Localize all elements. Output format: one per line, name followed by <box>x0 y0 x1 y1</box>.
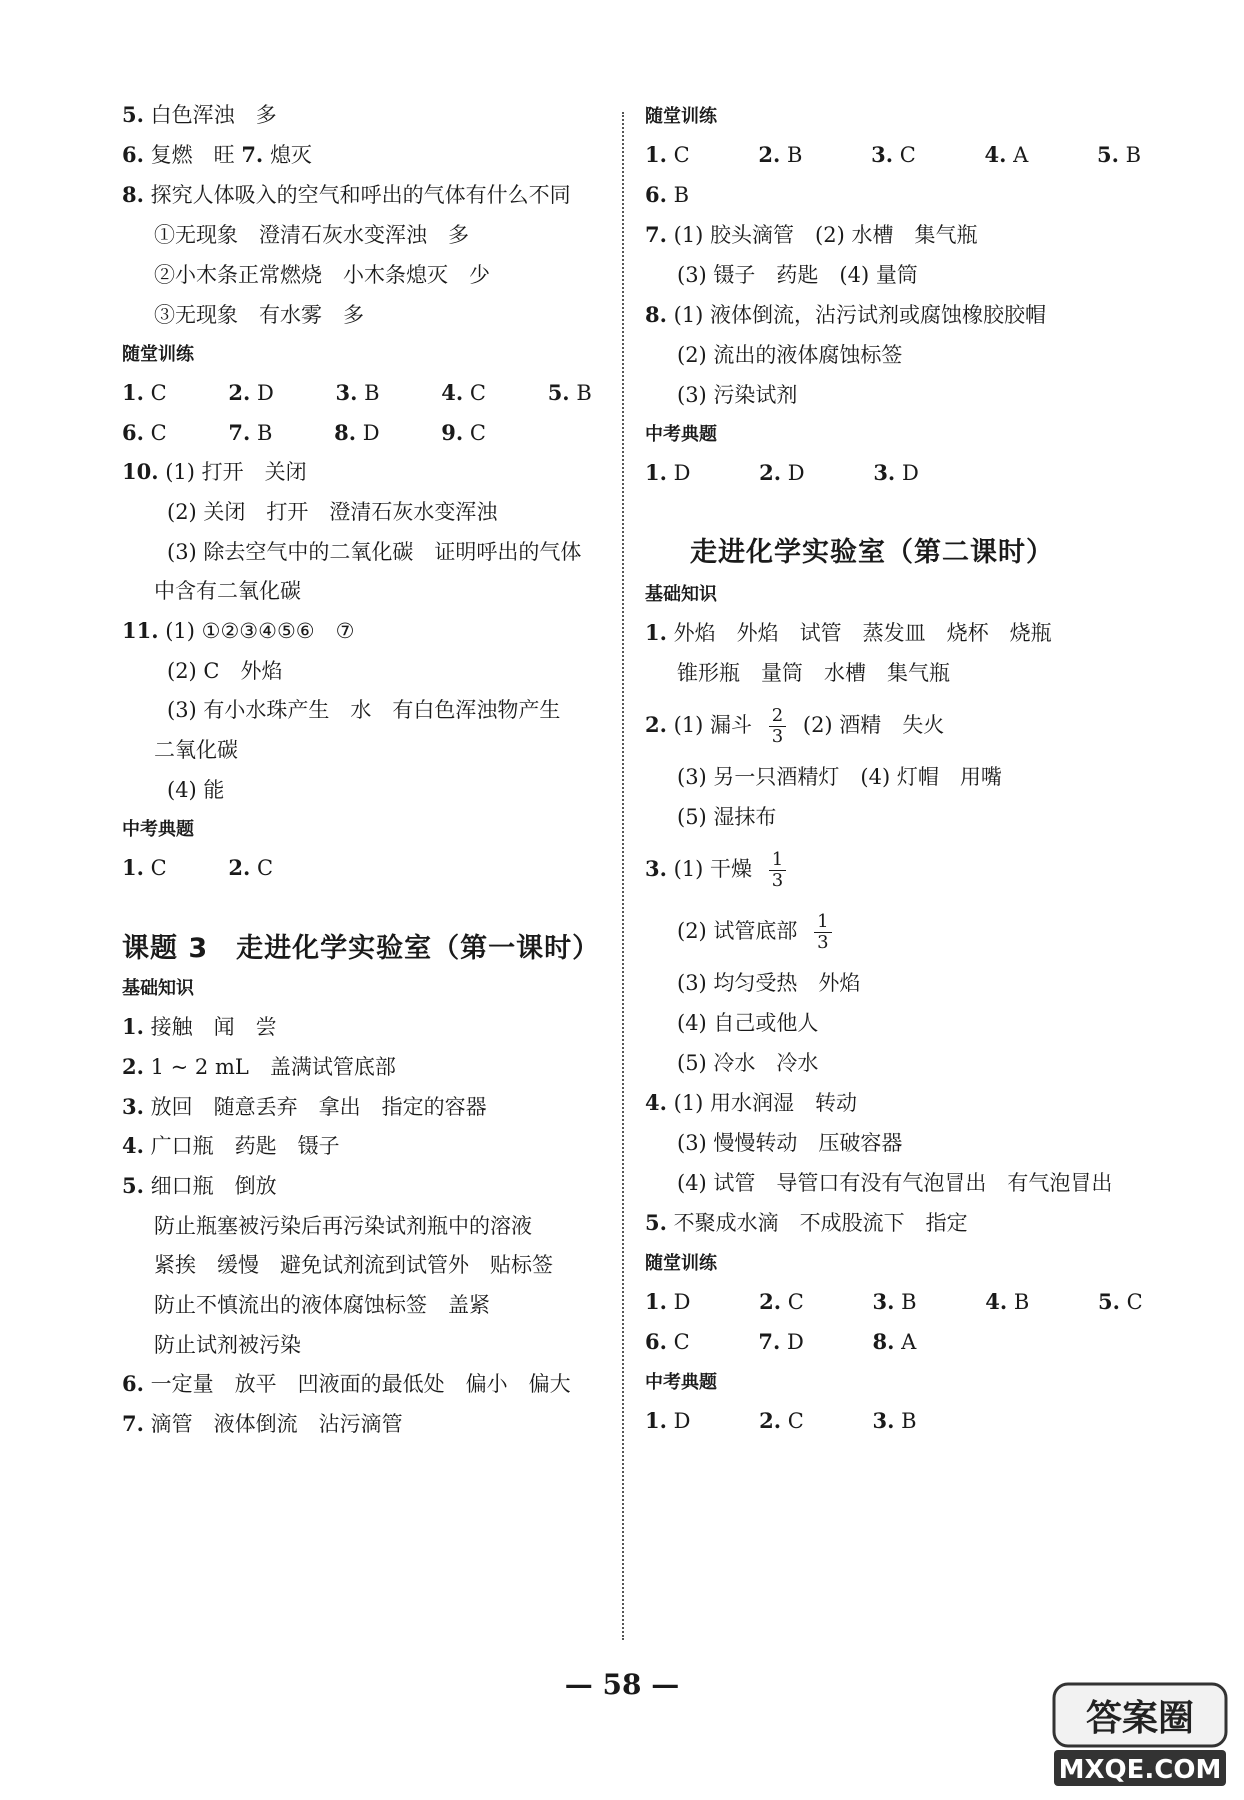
section-heading: 中考典题 <box>122 819 194 840</box>
section-heading: 基础知识 <box>645 584 717 605</box>
answer-line: (3) 除去空气中的二氧化碳 证明呼出的气体 <box>167 540 582 564</box>
column-divider <box>622 112 624 1640</box>
answer-line: (3) 有小水珠产生 水 有白色浑浊物产生 <box>167 698 561 722</box>
answer-line: 5. 不聚成水滴 不成股流下 指定 <box>645 1210 968 1235</box>
answer-line: 二氧化碳 <box>154 738 238 762</box>
answer-line: ③无现象 有水雾 多 <box>154 303 364 327</box>
answer-line: (3) 慢慢转动 压破容器 <box>677 1131 903 1155</box>
answer-line: 7. (1) 胶头滴管 (2) 水槽 集气瓶 <box>645 222 978 247</box>
fraction: $\frac{2}{3}$ <box>769 706 786 747</box>
answer-line: (2) 关闭 打开 澄清石灰水变浑浊 <box>167 500 498 524</box>
answer-line: 8. 探究人体吸入的空气和呼出的气体有什么不同 <box>122 182 571 207</box>
answer-line: (2) 试管底部 $\frac{1}{3}$ <box>677 912 842 953</box>
section-heading: 中考典题 <box>645 424 717 445</box>
answer-line: 8. (1) 液体倒流，沾污试剂或腐蚀橡胶胶帽 <box>645 302 1047 327</box>
watermark-logo <box>1050 1680 1230 1790</box>
answer-line: 中含有二氧化碳 <box>154 579 301 603</box>
fraction: $\frac{1}{3}$ <box>814 912 831 953</box>
answer-line: 3. 放回 随意丢弃 拿出 指定的容器 <box>122 1094 487 1119</box>
section-heading: 随堂训练 <box>122 344 194 365</box>
answer-row: 1. C 2. C <box>122 855 274 880</box>
page-number: — 58 — <box>564 1668 680 1701</box>
answer-line: 6. 复燃 旺 7. 熄灭 <box>122 142 312 167</box>
lesson-title: 走进化学实验室（第二课时） <box>690 537 1054 568</box>
section-heading: 基础知识 <box>122 978 194 999</box>
answer-line: 10. (1) 打开 关闭 <box>122 459 307 484</box>
answer-line: ②小木条正常燃烧 小木条熄灭 少 <box>154 263 490 287</box>
answer-line: (5) 冷水 冷水 <box>677 1051 819 1075</box>
answer-line: (3) 镊子 药匙 (4) 量筒 <box>677 263 918 287</box>
answer-line: ①无现象 澄清石灰水变浑浊 多 <box>154 223 469 247</box>
section-heading: 中考典题 <box>645 1372 717 1393</box>
answer-line: (4) 试管 导管口有没有气泡冒出 有气泡冒出 <box>677 1171 1113 1195</box>
answer-line: (3) 污染试剂 <box>677 383 798 407</box>
section-heading: 随堂训练 <box>645 1253 717 1274</box>
answer-line: 11. (1) ①②③④⑤⑥ ⑦ <box>122 618 355 643</box>
answer-line: (4) 自己或他人 <box>677 1011 819 1035</box>
fraction: $\frac{1}{3}$ <box>769 850 786 891</box>
answer-line: 防止不慎流出的液体腐蚀标签 盖紧 <box>154 1293 490 1317</box>
answer-line: (5) 湿抹布 <box>677 805 777 829</box>
answer-line: 防止瓶塞被污染后再污染试剂瓶中的溶液 <box>154 1214 532 1238</box>
answer-line: (3) 均匀受热 外焰 <box>677 971 861 995</box>
answer-row: 1. C 2. D 3. B 4. C 5. B <box>122 380 592 405</box>
answer-line: (2) 流出的液体腐蚀标签 <box>677 343 903 367</box>
answer-line: 3. (1) 干燥 $\frac{1}{3}$ <box>645 850 796 891</box>
watermark-top-text: 答案圈 <box>1085 1698 1195 1739</box>
answer-line: (3) 另一只酒精灯 (4) 灯帽 用嘴 <box>677 765 1002 789</box>
lesson-title: 课题 3 走进化学实验室（第一课时） <box>122 933 601 964</box>
answer-line: 紧挨 缓慢 避免试剂流到试管外 贴标签 <box>154 1253 553 1277</box>
answer-row: 6. C 7. B 8. D 9. C <box>122 420 486 445</box>
answer-line: 防止试剂被污染 <box>154 1333 301 1357</box>
answer-line: 6. 一定量 放平 凹液面的最低处 偏小 偏大 <box>122 1371 571 1396</box>
answer-row: 1. D 2. D 3. D <box>645 460 919 485</box>
answer-row: 1. C 2. B 3. C 4. A 5. B <box>645 142 1142 167</box>
answer-line: (2) C 外焰 <box>167 659 283 683</box>
answer-line: 7. 滴管 液体倒流 沾污滴管 <box>122 1411 403 1436</box>
answer-line: 2. 1 ~ 2 mL 盖满试管底部 <box>122 1054 396 1079</box>
answer-line: (4) 能 <box>167 778 225 802</box>
answer-row: 6. C 7. D 8. A <box>645 1329 917 1354</box>
answer-line: 5. 细口瓶 倒放 <box>122 1173 277 1198</box>
answer-line: 1. 接触 闻 尝 <box>122 1014 277 1039</box>
answer-line: 锥形瓶 量筒 水槽 集气瓶 <box>677 661 950 685</box>
answer-line: 2. (1) 漏斗 $\frac{2}{3}$ (2) 酒精 失火 <box>645 705 945 747</box>
answer-row: 1. D 2. C 3. B 4. B 5. C <box>645 1289 1143 1314</box>
answer-line: 6. B <box>645 182 690 207</box>
answer-line: 4. 广口瓶 药匙 镊子 <box>122 1133 340 1158</box>
answer-line: 1. 外焰 外焰 试管 蒸发皿 烧杯 烧瓶 <box>645 620 1052 645</box>
section-heading: 随堂训练 <box>645 106 717 127</box>
answer-line: 4. (1) 用水润湿 转动 <box>645 1090 858 1115</box>
answer-row: 1. D 2. C 3. B <box>645 1408 917 1433</box>
watermark-bottom-text: MXQE.COM <box>1058 1755 1222 1785</box>
answer-line: 5. 白色浑浊 多 <box>122 102 277 127</box>
